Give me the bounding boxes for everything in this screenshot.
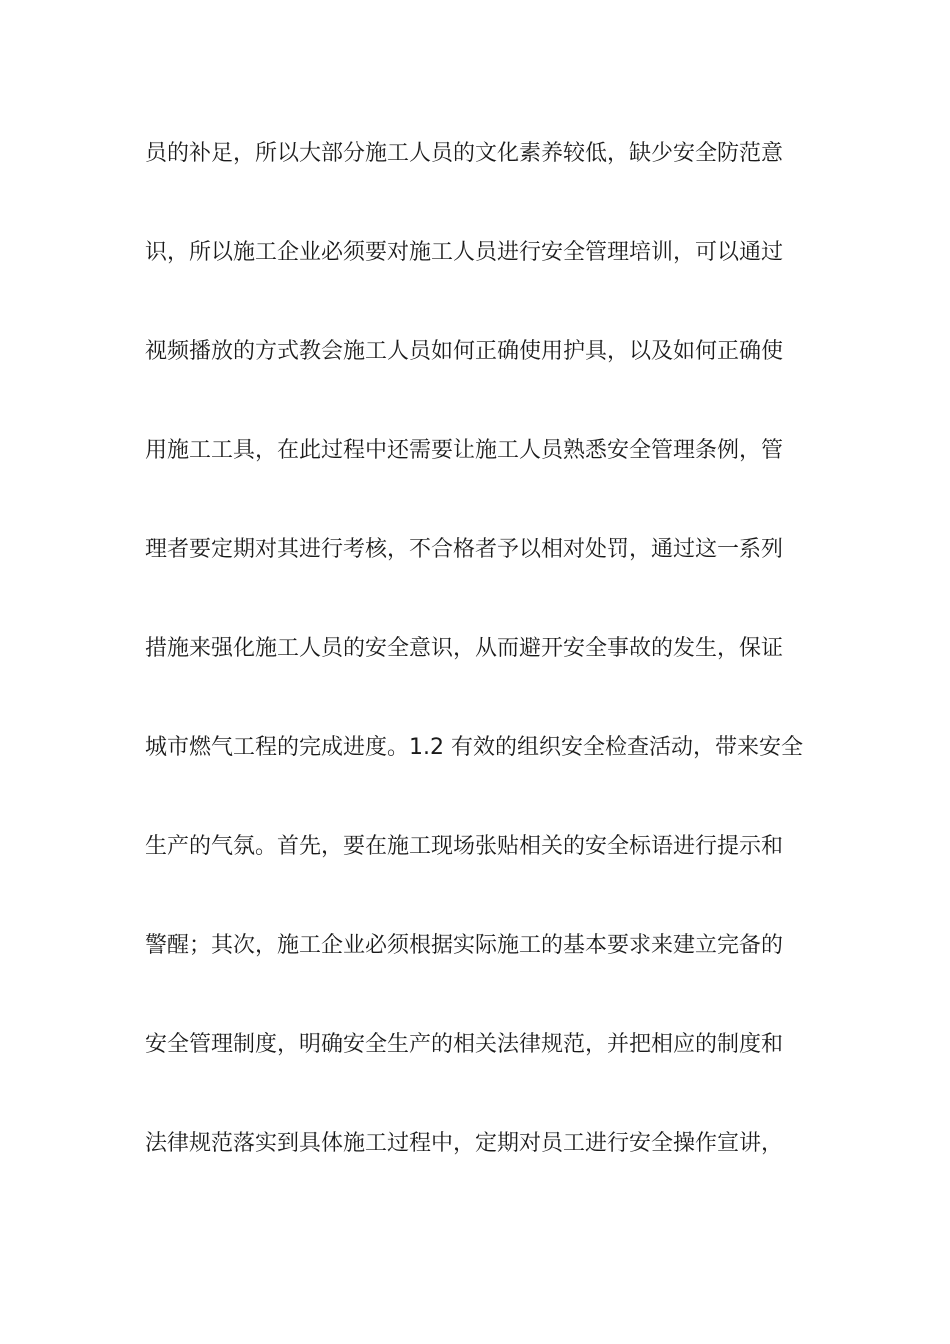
text-line: 警醒；其次，施工企业必须根据实际施工的基本要求来建立完备的 — [145, 933, 784, 958]
text-line: 法律规范落实到具体施工过程中，定期对员工进行安全操作宣讲， — [145, 1131, 784, 1156]
text-line: 城市燃气工程的完成进度。1.2 有效的组织安全检查活动，带来安全 — [145, 735, 803, 760]
text-line: 生产的气氛。首先，要在施工现场张贴相关的安全标语进行提示和 — [145, 834, 784, 859]
text-line: 措施来强化施工人员的安全意识，从而避开安全事故的发生，保证 — [145, 636, 784, 661]
text-line: 安全管理制度，明确安全生产的相关法律规范，并把相应的制度和 — [145, 1032, 784, 1057]
text-line: 识，所以施工企业必须要对施工人员进行安全管理培训，可以通过 — [145, 240, 784, 265]
body-text — [145, 132, 810, 1221]
text-line: 视频播放的方式教会施工人员如何正确使用护具，以及如何正确使 — [145, 339, 784, 364]
text-line: 员的补足，所以大部分施工人员的文化素养较低，缺少安全防范意 — [145, 141, 784, 166]
text-line: 用施工工具，在此过程中还需要让施工人员熟悉安全管理条例，管 — [145, 438, 784, 463]
text-line: 理者要定期对其进行考核，不合格者予以相对处罚，通过这一系列 — [145, 537, 784, 562]
